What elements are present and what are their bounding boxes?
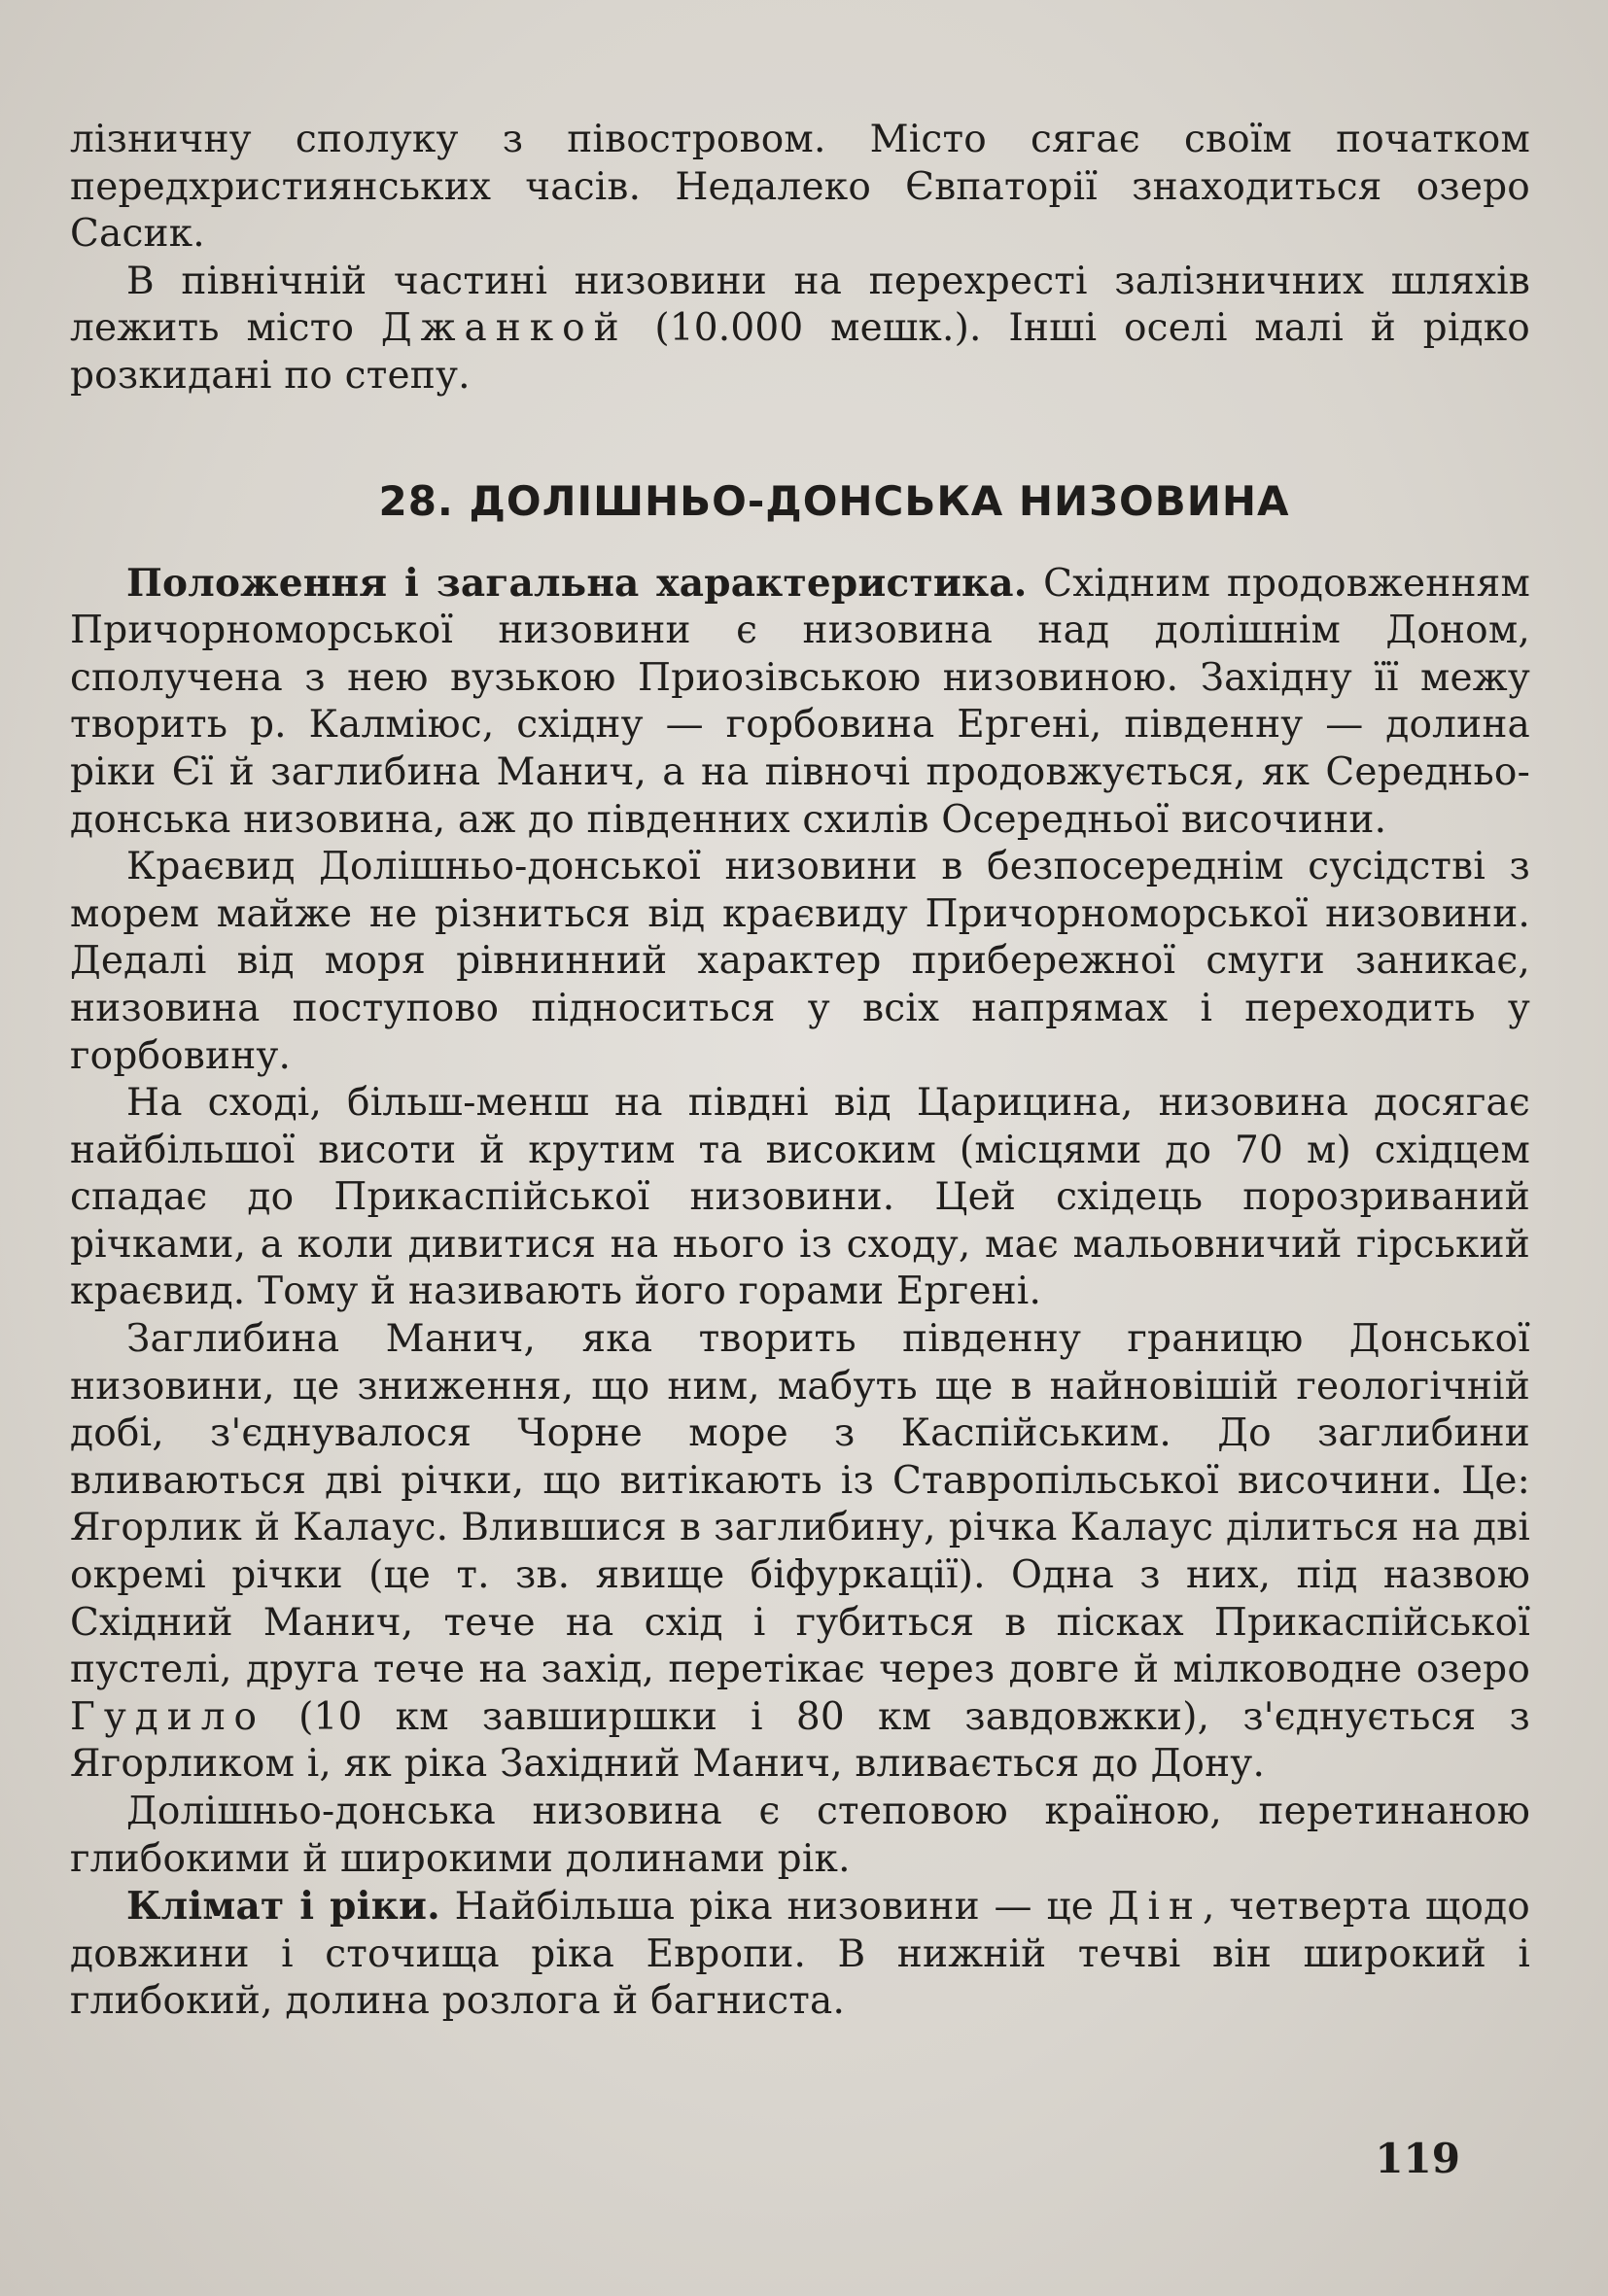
paragraph xyxy=(70,1789,1530,1883)
river-name-spaced: Дін xyxy=(1107,1885,1203,1930)
paragraph-text: Найбільша ріка низовини — це xyxy=(454,1885,1095,1930)
paragraph xyxy=(70,1316,1530,1789)
paragraph xyxy=(70,1883,1530,2026)
paragraph xyxy=(70,117,1530,259)
paragraph-text: лізничну сполуку з півостровом. Місто сягає своїм початком передхристиянських часів. Недалеко Євпаторії знаходиться озеро Сасик. xyxy=(70,118,1530,257)
paragraph-text: На сході, більш-менш на півдні від Царицина, низовина досягає найбільшої висоти й крутим та високим (місцями до 70 м) східцем спадає до Прикаспійської низовини. Цей східець порозриваний річками, а коли дивитися на нього із сходу, має мальовничий гірський краєвид. Тому й називають його горами Ергені. xyxy=(70,1081,1530,1314)
section-body xyxy=(70,560,1530,2026)
paragraph-text: Долішньо-донська низовина є степовою країною, перетинаною глибокими й широкими долинами рік. xyxy=(70,1790,1530,1881)
paragraph-text: (10 км завширшки і 80 км завдовжки), з'єднується з Ягорликом і, як ріка Західний Манич, вливається до Дону. xyxy=(70,1694,1530,1787)
paragraph xyxy=(70,560,1530,845)
paragraph-text: (10.000 мешк.). Інші оселі малі й рідко розкидані по степу. xyxy=(70,306,1530,398)
paragraph-text: Східним продовженням Причорноморської низовини є низовина над долішнім Доном, сполучена з нею вузькою Приозівською низовиною. Західну її межу творить р. Калміюс, східну — горбовина Ергені, південну — долина ріки Єї й заглибина Манич, а на півночі продовжується, як Середньо-донська низовина, аж до південних схилів Осередньої височини. xyxy=(70,561,1530,842)
city-name-spaced: Джанкой xyxy=(380,306,628,351)
paragraph-text: , четверта щодо довжини і сточища ріка Европи. В нижній течві він широкий і глибокий, долина розлога й багниста. xyxy=(70,1885,1530,2024)
paragraph-text: Заглибина Манич, яка творить південну границю Донської низовини, це зниження, що ним, мабуть ще в найновішій геологічній добі, з'єднувалося Чорне море з Каспійським. До заглибини вливаються дві річки, що витікають із Ставропільської височини. Це: Ягорлик й Калаус. Влившися в заглибину, річка Калаус ділиться на дві окремі річки (це т. зв. явище біфуркації). Одна з них, під назвою Східний Манич, тече на схід і губиться в пісках Прикаспійської пустелі, друга тече на захід, перетікає через довге й мілководне озеро xyxy=(70,1317,1530,1692)
paragraph xyxy=(70,259,1530,400)
paragraph-lead-bold: Положення і загальна характеристика. xyxy=(126,560,1028,606)
paragraph xyxy=(70,1080,1530,1316)
section-heading: 28. ДОЛІШНЬО-ДОНСЬКА НИЗОВИНА xyxy=(378,476,1290,525)
paragraph-text: В північній частині низовини на перехресті залізничних шляхів лежить місто xyxy=(70,259,1530,351)
paragraph-lead-bold: Клімат і ріки. xyxy=(126,1884,440,1930)
section-top xyxy=(70,117,1530,400)
paragraph-text: Краєвид Долішньо-донської низовини в безпосереднім сусідстві з морем майже не різниться від краєвиду Причорноморської низовини. Дедалі від моря рівнинний характер прибережної смуги заникає, низовина поступово підноситься у всіх напрямах і переходить у горбовину. xyxy=(70,845,1530,1078)
lake-name-spaced: Гудило xyxy=(70,1694,266,1739)
paragraph xyxy=(70,844,1530,1080)
page-number: 119 xyxy=(1375,2135,1460,2182)
